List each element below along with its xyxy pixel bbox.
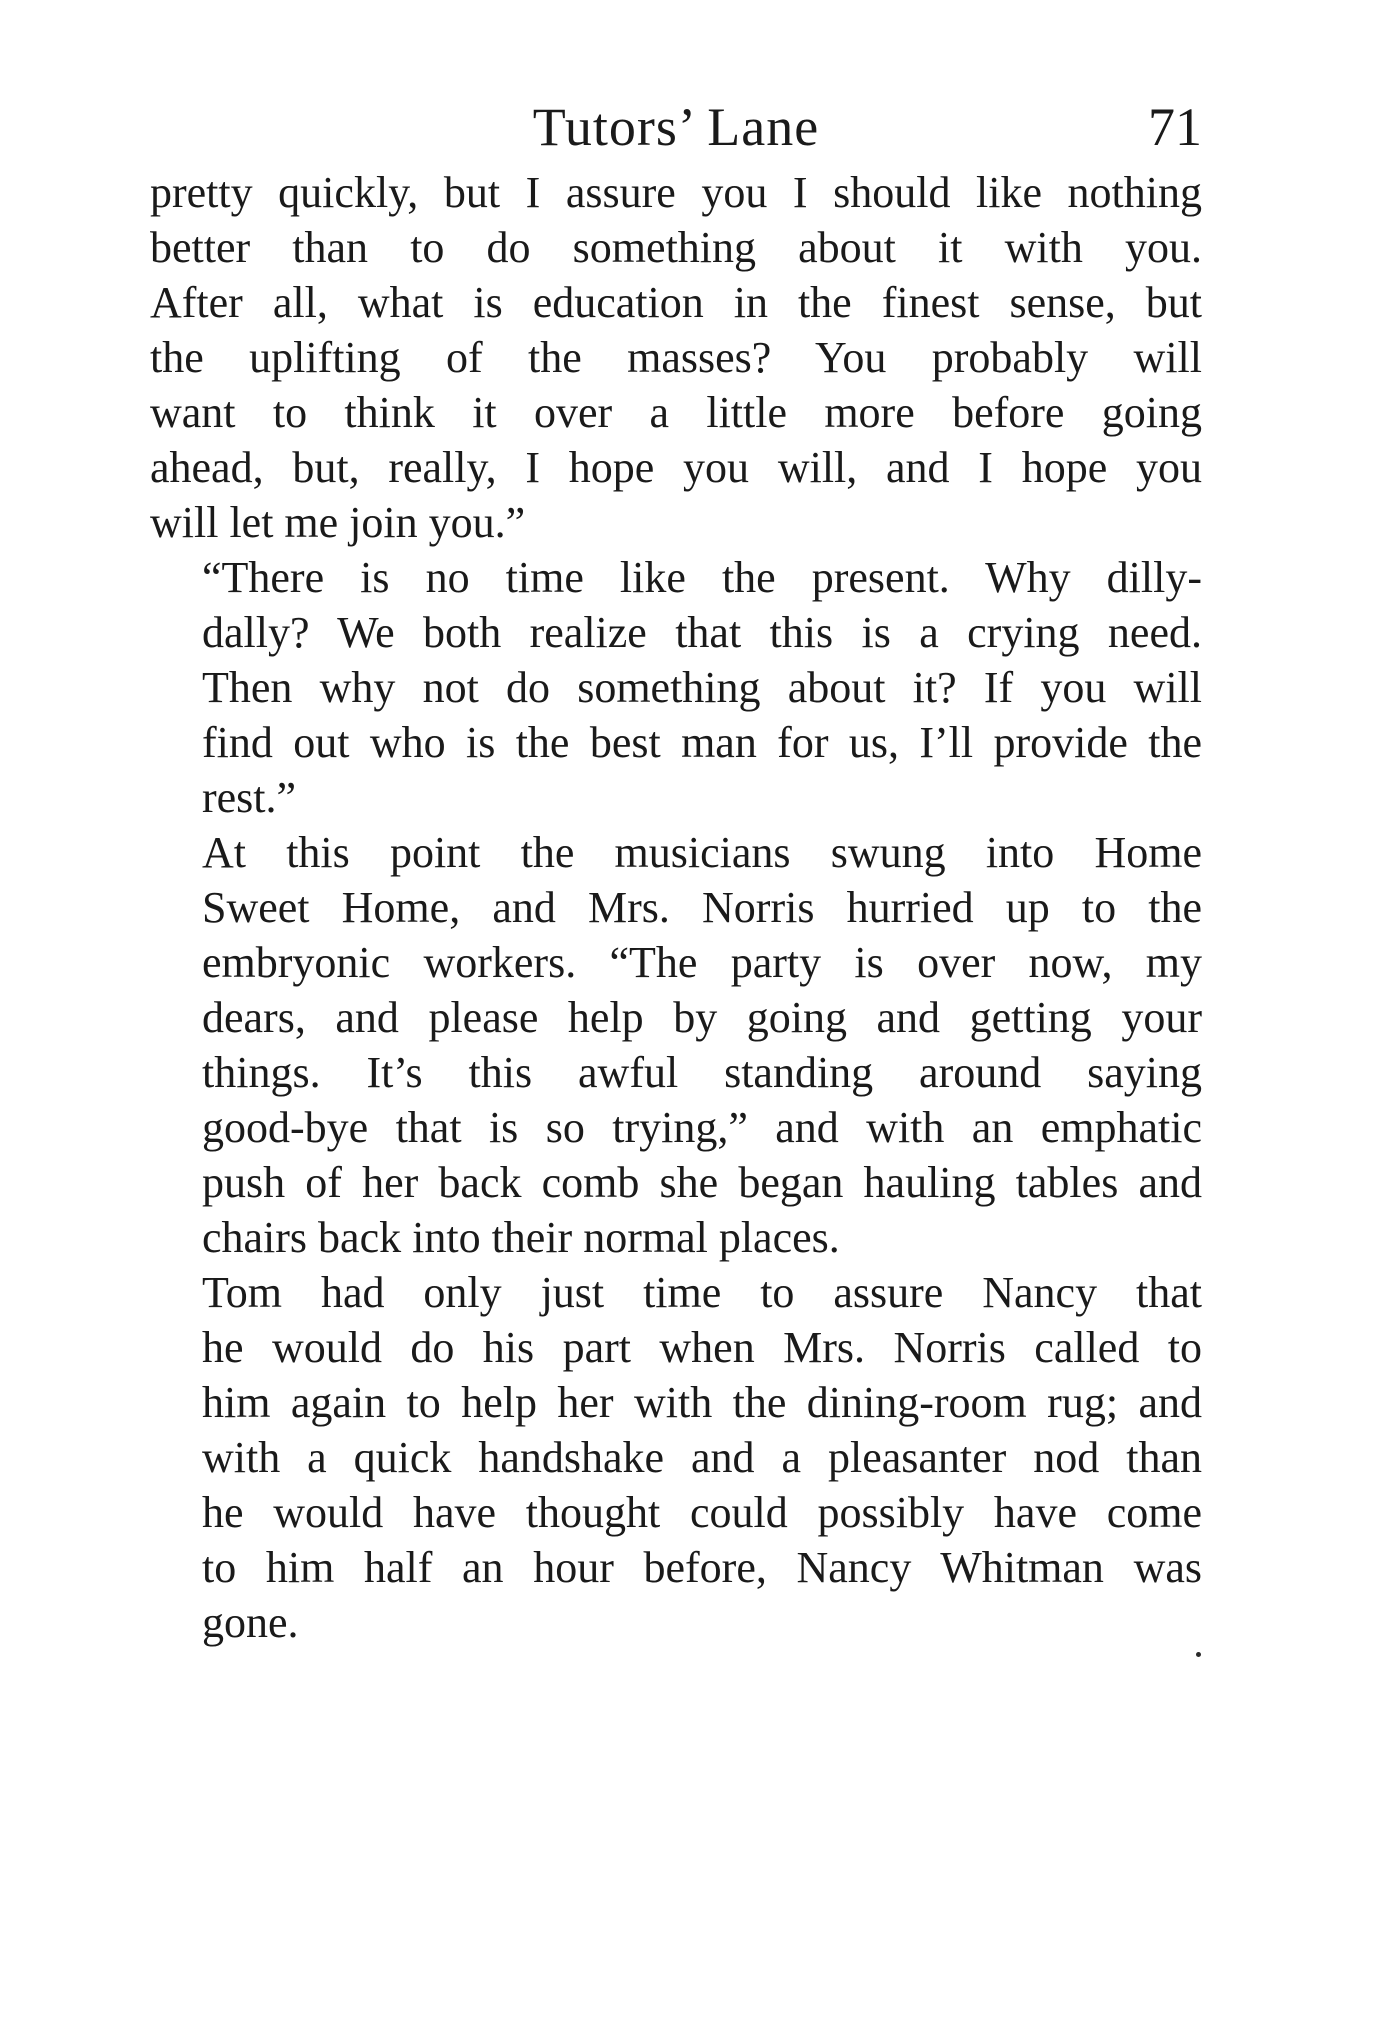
text-line: gone. (202, 1598, 299, 1647)
text-line: to him half an hour before, Nancy Whitman was (202, 1543, 1202, 1592)
text-line: good-bye that is so trying,” and with an emphatic (202, 1103, 1202, 1152)
text-line: “There is no time like the present. Why dilly- (202, 553, 1202, 602)
page-number: 71 (1148, 97, 1202, 157)
text-line: find out who is the best man for us, I’ll provide the (202, 718, 1202, 767)
text-line: Sweet Home, and Mrs. Norris hurried up to the (202, 883, 1202, 932)
text-line: dally? We both realize that this is a crying need. (202, 608, 1202, 657)
text-line: chairs back into their normal places. (202, 1213, 840, 1262)
paragraph-continued (150, 165, 1202, 550)
running-title: Tutors’ Lane (532, 97, 820, 157)
text-line: he would do his part when Mrs. Norris called to (202, 1323, 1202, 1372)
text-line: dears, and please help by going and getting your (202, 993, 1202, 1042)
text-line: At this point the musicians swung into Home (202, 828, 1202, 877)
text-line: want to think it over a little more before going (150, 388, 1202, 437)
text-line: with a quick handshake and a pleasanter nod than (202, 1433, 1202, 1482)
text-line: pretty quickly, but I assure you I should like nothing (150, 168, 1202, 217)
text-line: After all, what is education in the finest sense, but (150, 278, 1202, 327)
text-line: will let me join you.” (150, 498, 526, 547)
text-line: Tom had only just time to assure Nancy that (202, 1268, 1202, 1317)
running-head (150, 92, 1202, 162)
text-line: push of her back comb she began hauling tables and (202, 1158, 1202, 1207)
text-line: rest.” (202, 773, 297, 822)
paragraph (150, 825, 1202, 1265)
paragraph (150, 1265, 1202, 1650)
ink-speck (1196, 1652, 1201, 1657)
text-line: things. It’s this awful standing around saying (202, 1048, 1202, 1097)
text-line: he would have thought could possibly have come (202, 1488, 1202, 1537)
text-line: the uplifting of the masses? You probably will (150, 333, 1202, 382)
body-text (150, 165, 1202, 1650)
text-line: better than to do something about it with you. (150, 223, 1202, 272)
text-line: embryonic workers. “The party is over now, my (202, 938, 1202, 987)
paragraph (150, 550, 1202, 825)
text-line: Then why not do something about it? If you will (202, 663, 1202, 712)
text-line: him again to help her with the dining-room rug; and (202, 1378, 1202, 1427)
text-line: ahead, but, really, I hope you will, and I hope you (150, 443, 1202, 492)
